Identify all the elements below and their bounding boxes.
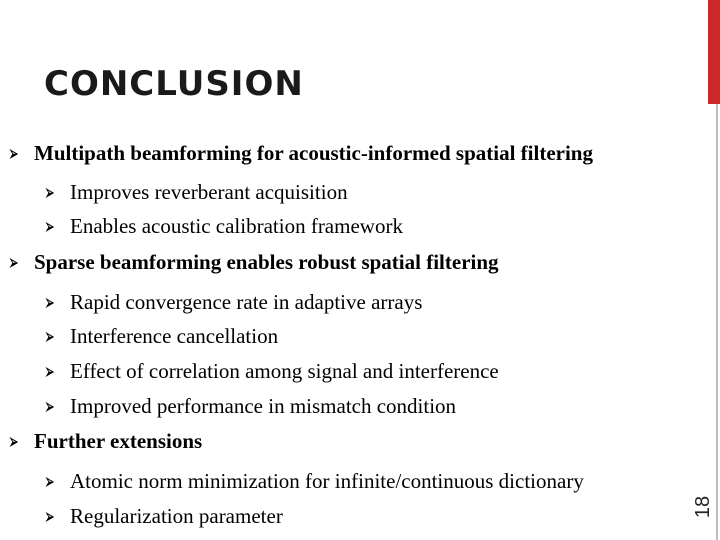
arrowhead-bullet-icon: ⮚	[46, 186, 54, 199]
arrowhead-bullet-icon: ⮚	[46, 296, 54, 309]
arrowhead-bullet-icon: ⮚	[10, 256, 18, 269]
arrowhead-bullet-icon: ⮚	[46, 475, 54, 488]
bullet-item	[10, 249, 499, 276]
bullet-item	[46, 393, 456, 420]
arrowhead-bullet-icon: ⮚	[46, 510, 54, 523]
bullet-item	[46, 358, 499, 385]
bullet-item	[46, 323, 278, 350]
side-rule	[716, 104, 718, 540]
bullet-text: Rapid convergence rate in adaptive arrays	[70, 290, 423, 314]
bullet-item	[46, 503, 283, 530]
arrowhead-bullet-icon: ⮚	[10, 147, 18, 160]
arrowhead-bullet-icon: ⮚	[46, 330, 54, 343]
slide-number: 18	[692, 495, 714, 519]
slide-title: CONCLUSION	[44, 64, 304, 104]
bullet-text: Regularization parameter	[70, 504, 283, 528]
bullet-item	[46, 179, 348, 206]
arrowhead-bullet-icon: ⮚	[10, 435, 18, 448]
bullet-item	[46, 468, 584, 495]
arrowhead-bullet-icon: ⮚	[46, 365, 54, 378]
bullet-text: Further extensions	[34, 429, 203, 453]
bullet-text: Sparse beamforming enables robust spatial filtering	[34, 250, 499, 274]
bullet-item	[10, 428, 202, 455]
arrowhead-bullet-icon: ⮚	[46, 220, 54, 233]
bullet-text: Improved performance in mismatch condition	[70, 394, 457, 418]
bullet-item	[46, 213, 403, 240]
bullet-text: Multipath beamforming for acoustic-informed spatial filtering	[34, 141, 593, 165]
accent-bar	[708, 0, 720, 104]
bullet-text: Effect of correlation among signal and interference	[70, 359, 499, 383]
bullet-text: Interference cancellation	[70, 324, 279, 348]
arrowhead-bullet-icon: ⮚	[46, 400, 54, 413]
bullet-item	[10, 140, 593, 167]
bullet-item	[46, 289, 422, 316]
bullet-text: Improves reverberant acquisition	[70, 180, 348, 204]
bullet-text: Atomic norm minimization for infinite/continuous dictionary	[70, 469, 584, 493]
bullet-text: Enables acoustic calibration framework	[70, 214, 403, 238]
